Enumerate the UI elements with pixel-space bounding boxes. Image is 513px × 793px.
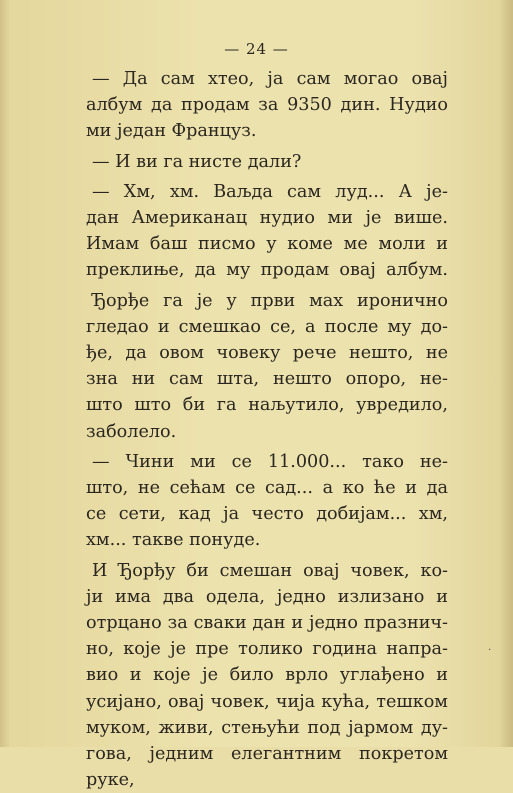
text-line: ји има два одела, једно излизано и: [86, 586, 448, 607]
text-line: — Да сам хтео, ја сам могао овај: [92, 69, 448, 89]
text-line: усијано, овај човек, чија кућа, тешком: [86, 691, 448, 712]
text-line: Ђорђе га је у први мах иронично: [92, 290, 448, 311]
text-line: — И ви га нисте дали?: [92, 151, 302, 172]
text-line: но, које је пре толико година напра-: [86, 639, 448, 660]
text-line: што што би га наљутило, увредило,: [86, 395, 448, 416]
page-edge-shadow-right: [499, 0, 513, 747]
text-line: заболело.: [86, 421, 177, 442]
text-line: зна ни сам шта, нешто опоро, не-: [86, 369, 448, 390]
text-line: гова, једним елегантним покретом руке,: [86, 744, 448, 791]
text-line: дан Американац нудио ми је више.: [86, 208, 448, 229]
text-line: што, не сећам се сад... а ко ће и да: [86, 478, 448, 499]
text-line: И Ђорђу би смешан овај човек, ко-: [92, 560, 448, 581]
text-line: ђе, да овом човеку рече нешто, не: [86, 343, 448, 364]
paper-speck: ·: [488, 645, 492, 656]
text-line: — Хм, хм. Ваљда сам луд... А је-: [92, 181, 448, 202]
page-number: — 24 —: [224, 40, 289, 58]
text-line: отрцано за сваки дан и једно празнич-: [86, 613, 448, 634]
text-line: ми један Француз.: [86, 121, 257, 142]
text-line: Имам баш писмо у коме ме моли и: [86, 234, 448, 255]
text-line: гледао и смешкао се, а после му до-: [86, 316, 448, 337]
text-line: албум да продам за 9350 дин. Нудио: [86, 95, 448, 116]
text-line: муком, живи, стењући под јармом ду-: [86, 717, 448, 738]
text-line: хм... такве понуде.: [86, 530, 261, 551]
text-line: вио и које је било врло углађено и: [86, 665, 448, 686]
body-text: [86, 66, 448, 793]
page-edge-shadow-left: [0, 0, 10, 747]
text-line: — Чини ми се 11.000... тако не-: [92, 451, 448, 472]
text-line: се сети, кад ја често добијам... хм,: [86, 504, 448, 525]
text-line: преклиње, да му продам овај албум.: [86, 260, 448, 281]
